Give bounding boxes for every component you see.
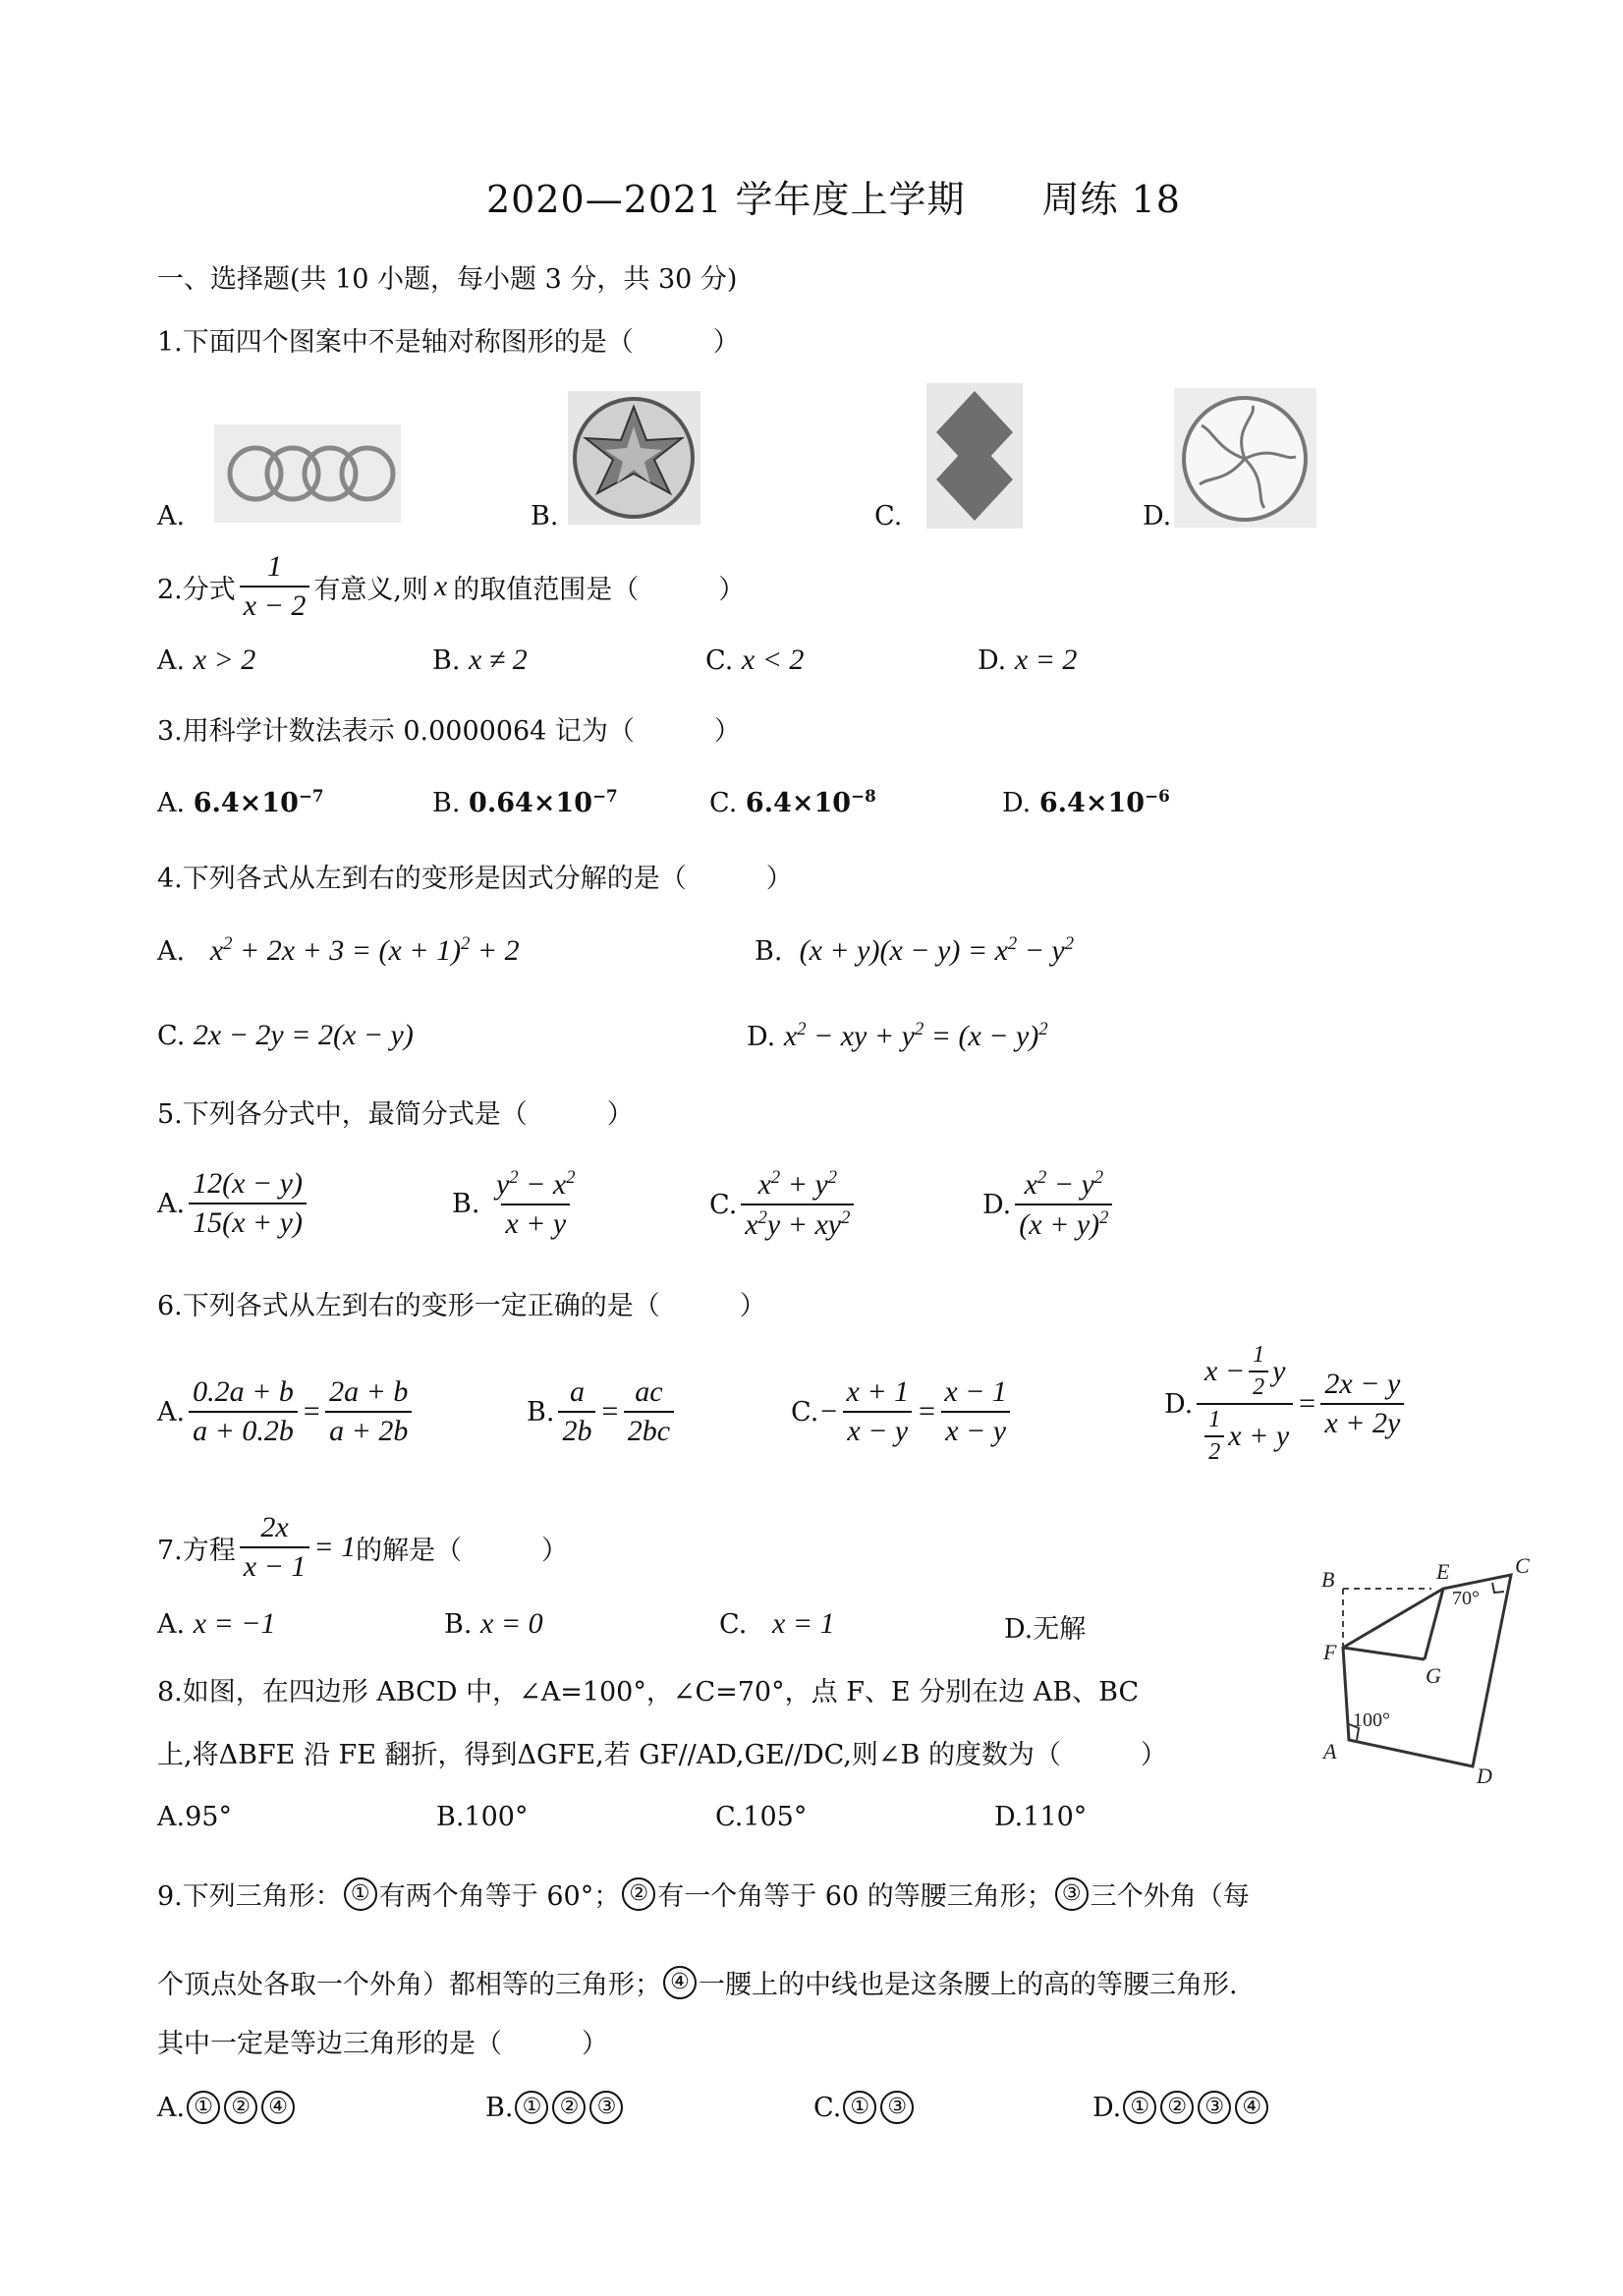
q9-c-label: C. — [813, 2092, 842, 2123]
q7-frac-den: x − 1 — [240, 1546, 310, 1584]
q7-option-c — [719, 1607, 835, 1641]
q9-option-a — [157, 2091, 297, 2124]
q3-stem: 3.用科学计数法表示 0.0000064 记为（ ） — [157, 716, 741, 747]
q9-option-c — [813, 2091, 916, 2124]
q8-option-d: D.110° — [994, 1802, 1088, 1832]
circled-4: ④ — [663, 1966, 697, 1999]
q3-a-base: 6.4×10 — [193, 788, 299, 818]
q9-line3: 其中一定是等边三角形的是（ ） — [157, 2029, 608, 2059]
q7-option-d — [1004, 1607, 1086, 1646]
q4-option-c: C. 2x − 2y = 2(x − y) — [157, 1019, 414, 1051]
q6-b-label: B. — [527, 1396, 555, 1428]
label-b: B — [1321, 1567, 1335, 1592]
q2-stem — [157, 550, 745, 623]
q3-option-b — [432, 786, 618, 818]
q7-frac-num: 2x — [260, 1511, 289, 1543]
q7-c-label: C. — [719, 1609, 748, 1640]
q9-a-c1: ① — [187, 2091, 220, 2124]
q2-fraction — [240, 550, 310, 623]
q1-option-d-label: D. — [1143, 501, 1172, 532]
q7-b-label: B. — [444, 1609, 473, 1640]
q2-option-a — [157, 644, 255, 677]
q3-a-exp: −7 — [298, 786, 324, 806]
q6-c-label: C. — [791, 1396, 819, 1428]
q9-d-c3: ③ — [1198, 2091, 1231, 2124]
q9-line2-b: 一腰上的中线也是这条腰上的高的等腰三角形. — [699, 1970, 1238, 2000]
q3-c-base: 6.4×10 — [745, 788, 852, 818]
q3-d-base: 6.4×10 — [1038, 788, 1146, 818]
q6-option-a: A. $\frac{0.2a + b}{a + 0.2b}$ = $\frac{2a + b}{a + 2b}$ — [157, 1375, 416, 1448]
section-heading: 一、选择题(共 10 小题，每小题 3 分，共 30 分) — [157, 264, 738, 295]
q7-stem-post: = 1 — [313, 1531, 357, 1563]
q6-option-b: B. $\frac{a}{2b}$ = $\frac{ac}{2bc}$ — [527, 1375, 678, 1448]
q6-option-c: C. − $\frac{x + 1}{x - y}$ = $\frac{x - 1}{x - y}$ — [791, 1375, 1015, 1448]
quadrilateral-figure — [1302, 1538, 1577, 1793]
q4-b-label: B. — [755, 936, 783, 967]
q9-line2 — [157, 1963, 1238, 2001]
q3-option-d — [1002, 786, 1170, 818]
q9-line2-a: 个顶点处各取一个外角）都相等的三角形； — [157, 1970, 661, 2000]
q9-line1-c: 有一个角等于 60 的等腰三角形； — [657, 1881, 1053, 1912]
q2-frac-den: x − 2 — [240, 586, 310, 623]
q6-d-label: D. — [1164, 1388, 1194, 1420]
label-angle-a: 100° — [1353, 1709, 1390, 1731]
q7-a-value: x = −1 — [193, 1607, 276, 1640]
q4-stem: 4.下列各式从左到右的变形是因式分解的是（ ） — [157, 864, 793, 894]
label-d: D — [1477, 1764, 1492, 1788]
q9-d-c1: ① — [1123, 2091, 1156, 2124]
diamond-figure — [926, 383, 1023, 529]
q9-line1 — [157, 1875, 1250, 1913]
q3-d-exp: −6 — [1145, 786, 1170, 806]
circled-2: ② — [622, 1877, 655, 1911]
q5-stem: 5.下列各分式中，最简分式是（ ） — [157, 1099, 634, 1130]
q2-c-label: C. — [705, 645, 734, 676]
q4-d-label: D. — [747, 1022, 776, 1052]
label-e: E — [1436, 1559, 1450, 1584]
q1-stem: 1.下面四个图案中不是轴对称图形的是（ ） — [157, 327, 740, 358]
q9-c-c1: ① — [843, 2091, 876, 2124]
q2-d-label: D. — [978, 645, 1007, 676]
q2-option-c — [705, 644, 804, 677]
q2-frac-num: 1 — [267, 550, 283, 583]
q2-d-value: x = 2 — [1014, 644, 1078, 676]
q5-option-b: B. $\frac{y^2 - x^2}{x + y}$ — [452, 1167, 576, 1240]
q9-d-label: D. — [1092, 2092, 1122, 2123]
q9-line1-b: 有两个角等于 60°； — [378, 1881, 621, 1912]
q2-b-value: x ≠ 2 — [469, 644, 528, 676]
q8-line1: 8.如图，在四边形 ABCD 中，∠A=100°，∠C=70°，点 F、E 分别在边 AB、BC — [157, 1677, 1140, 1708]
q9-line1-d: 三个外角（每 — [1090, 1881, 1250, 1912]
q3-a-label: A. — [157, 788, 186, 818]
circled-3: ③ — [1055, 1877, 1089, 1911]
q2-var: x — [433, 570, 448, 602]
q2-a-label: A. — [157, 645, 186, 676]
q9-d-c2: ② — [1160, 2091, 1194, 2124]
q8-option-c: C.105° — [715, 1802, 808, 1832]
q7-a-label: A. — [157, 1609, 186, 1640]
q9-b-c3: ③ — [589, 2091, 623, 2124]
q7-option-b — [444, 1607, 543, 1641]
q5-a-label: A. — [157, 1188, 186, 1219]
q8-line2: 上,将ΔBFE 沿 FE 翻折，得到ΔGFE,若 GF//AD,GE//DC,则∠B 的度数为（ ） — [157, 1740, 1167, 1770]
q6-option-d: D. x − $\frac{1}{2}$ y $\frac{1}{2}$ x + y = $\frac{2x - y}{x + 2y}$ — [1164, 1342, 1408, 1466]
q8-option-b: B.100° — [436, 1802, 529, 1832]
q7-stem-end: 的解是（ ） — [356, 1535, 569, 1566]
q5-b-label: B. — [452, 1189, 480, 1219]
label-g: G — [1426, 1663, 1441, 1688]
q2-stem-pre: 2.分式 — [157, 574, 236, 605]
bauhinia-figure — [1174, 388, 1316, 528]
label-f: F — [1323, 1640, 1337, 1664]
q7-d-value: 无解 — [1033, 1614, 1087, 1645]
q3-b-base: 0.64×10 — [469, 788, 592, 818]
q9-option-b — [485, 2091, 625, 2124]
q2-option-d — [978, 644, 1077, 677]
q4-a-label: A. — [157, 936, 186, 967]
q8-option-a: A.95° — [157, 1802, 232, 1832]
q5-option-d: D. $\frac{x^2 - y^2}{(x + y)^2}$ — [982, 1167, 1116, 1242]
q2-stem-post: 有意义,则 — [313, 574, 428, 605]
q9-b-c1: ① — [515, 2091, 548, 2124]
olympic-rings-figure — [214, 424, 401, 523]
q1-option-c-label: C. — [874, 501, 903, 532]
q5-option-c: C. $\frac{x^2 + y^2}{x^2y + xy^2}$ — [709, 1167, 858, 1242]
q4-option-b: B. $(x + y)(x - y) = x^2 - y^2$ — [755, 933, 1075, 967]
q9-c-c3: ③ — [880, 2091, 914, 2124]
q7-b-value: x = 0 — [480, 1607, 543, 1640]
star-circle-figure — [568, 391, 700, 525]
label-c: C — [1515, 1553, 1530, 1578]
q9-a-c4: ④ — [261, 2091, 295, 2124]
q6-stem: 6.下列各式从左到右的变形一定正确的是（ ） — [157, 1291, 766, 1321]
q9-b-label: B. — [485, 2092, 514, 2123]
q3-c-exp: −8 — [851, 786, 876, 806]
q7-d-label: D. — [1004, 1614, 1034, 1645]
q9-a-label: A. — [157, 2092, 186, 2123]
q1-option-a-label: A. — [157, 501, 186, 532]
q4-option-a: A. $x^2 + 2x + 3 = (x + 1)^2 + 2$ — [157, 933, 520, 967]
q5-option-a: A. $\frac{12(x - y)}{15(x + y)}$ — [157, 1167, 310, 1240]
q2-a-value: x > 2 — [193, 644, 256, 676]
circled-1: ① — [344, 1877, 377, 1911]
q9-d-c4: ④ — [1235, 2091, 1268, 2124]
q2-c-value: x < 2 — [741, 644, 805, 676]
q6-a-label: A. — [157, 1396, 186, 1428]
q2-b-label: B. — [432, 645, 461, 676]
q9-line1-a: 9.下列三角形： — [157, 1881, 342, 1912]
q2-stem-end: 的取值范围是（ ） — [453, 574, 746, 605]
q2-option-b — [432, 644, 528, 677]
q5-d-label: D. — [982, 1189, 1012, 1220]
q7-option-a — [157, 1607, 276, 1641]
q3-b-exp: −7 — [592, 786, 618, 806]
q3-option-a — [157, 786, 324, 818]
q9-a-c2: ② — [224, 2091, 257, 2124]
label-angle-c: 70° — [1452, 1588, 1480, 1609]
q3-d-label: D. — [1002, 788, 1032, 818]
q3-option-c — [709, 786, 876, 818]
q9-b-c2: ② — [552, 2091, 586, 2124]
q4-c-label: C. — [157, 1021, 186, 1051]
q1-option-b-label: B. — [531, 501, 559, 532]
label-a: A — [1323, 1739, 1337, 1764]
q7-c-value: x = 1 — [772, 1607, 835, 1640]
q5-c-label: C. — [709, 1189, 738, 1220]
q7-stem-pre: 7.方程 — [157, 1535, 236, 1566]
q3-b-label: B. — [432, 788, 461, 818]
q9-option-d — [1092, 2091, 1270, 2124]
page-title: 2020—2021 学年度上学期 周练 18 — [486, 178, 1181, 221]
q3-c-label: C. — [709, 788, 738, 818]
q7-stem — [157, 1511, 568, 1584]
q4-option-d: D. $x^2$ − xy + $y^2 = (x - y)^2$ — [747, 1019, 1048, 1052]
